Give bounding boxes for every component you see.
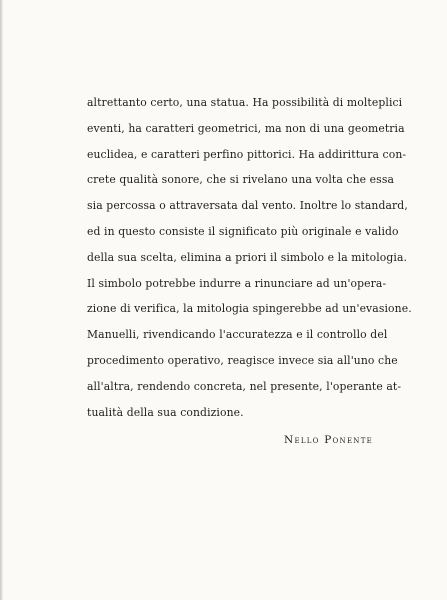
text-line: eventi, ha caratteri geometrici, ma non di una geometria — [87, 121, 405, 135]
text-line: euclidea, e caratteri perfino pittorici. Ha addirittura con- — [87, 147, 407, 161]
text-line: tualità della sua condizione. — [87, 405, 244, 419]
text-line: della sua scelta, elimina a priori il simbolo e la mitologia. — [87, 250, 408, 264]
text-line: Il simbolo potrebbe indurre a rinunciare ad un'opera- — [87, 276, 387, 290]
body-text — [87, 90, 412, 425]
text-line: procedimento operativo, reagisce invece sia all'uno che — [87, 353, 398, 367]
text-line: sia percossa o attraversata dal vento. Inoltre lo standard, — [87, 199, 408, 213]
text-line: ed in questo consiste il significato più originale e valido — [87, 224, 399, 238]
text-line: zione di verifica, la mitologia spingerebbe ad un'evasione. — [87, 302, 412, 316]
text-line: altrettanto certo, una statua. Ha possibilità di molteplici — [87, 96, 403, 109]
text-line: crete qualità sonore, che si rivelano una volta che essa — [87, 173, 395, 187]
scan-edge-shadow — [0, 0, 3, 600]
author-signature: Nello Ponente — [284, 434, 373, 446]
text-line: all'altra, rendendo concreta, nel presente, l'operante at- — [87, 379, 402, 393]
text-line: Manuelli, rivendicando l'accuratezza e il controllo del — [87, 328, 388, 342]
